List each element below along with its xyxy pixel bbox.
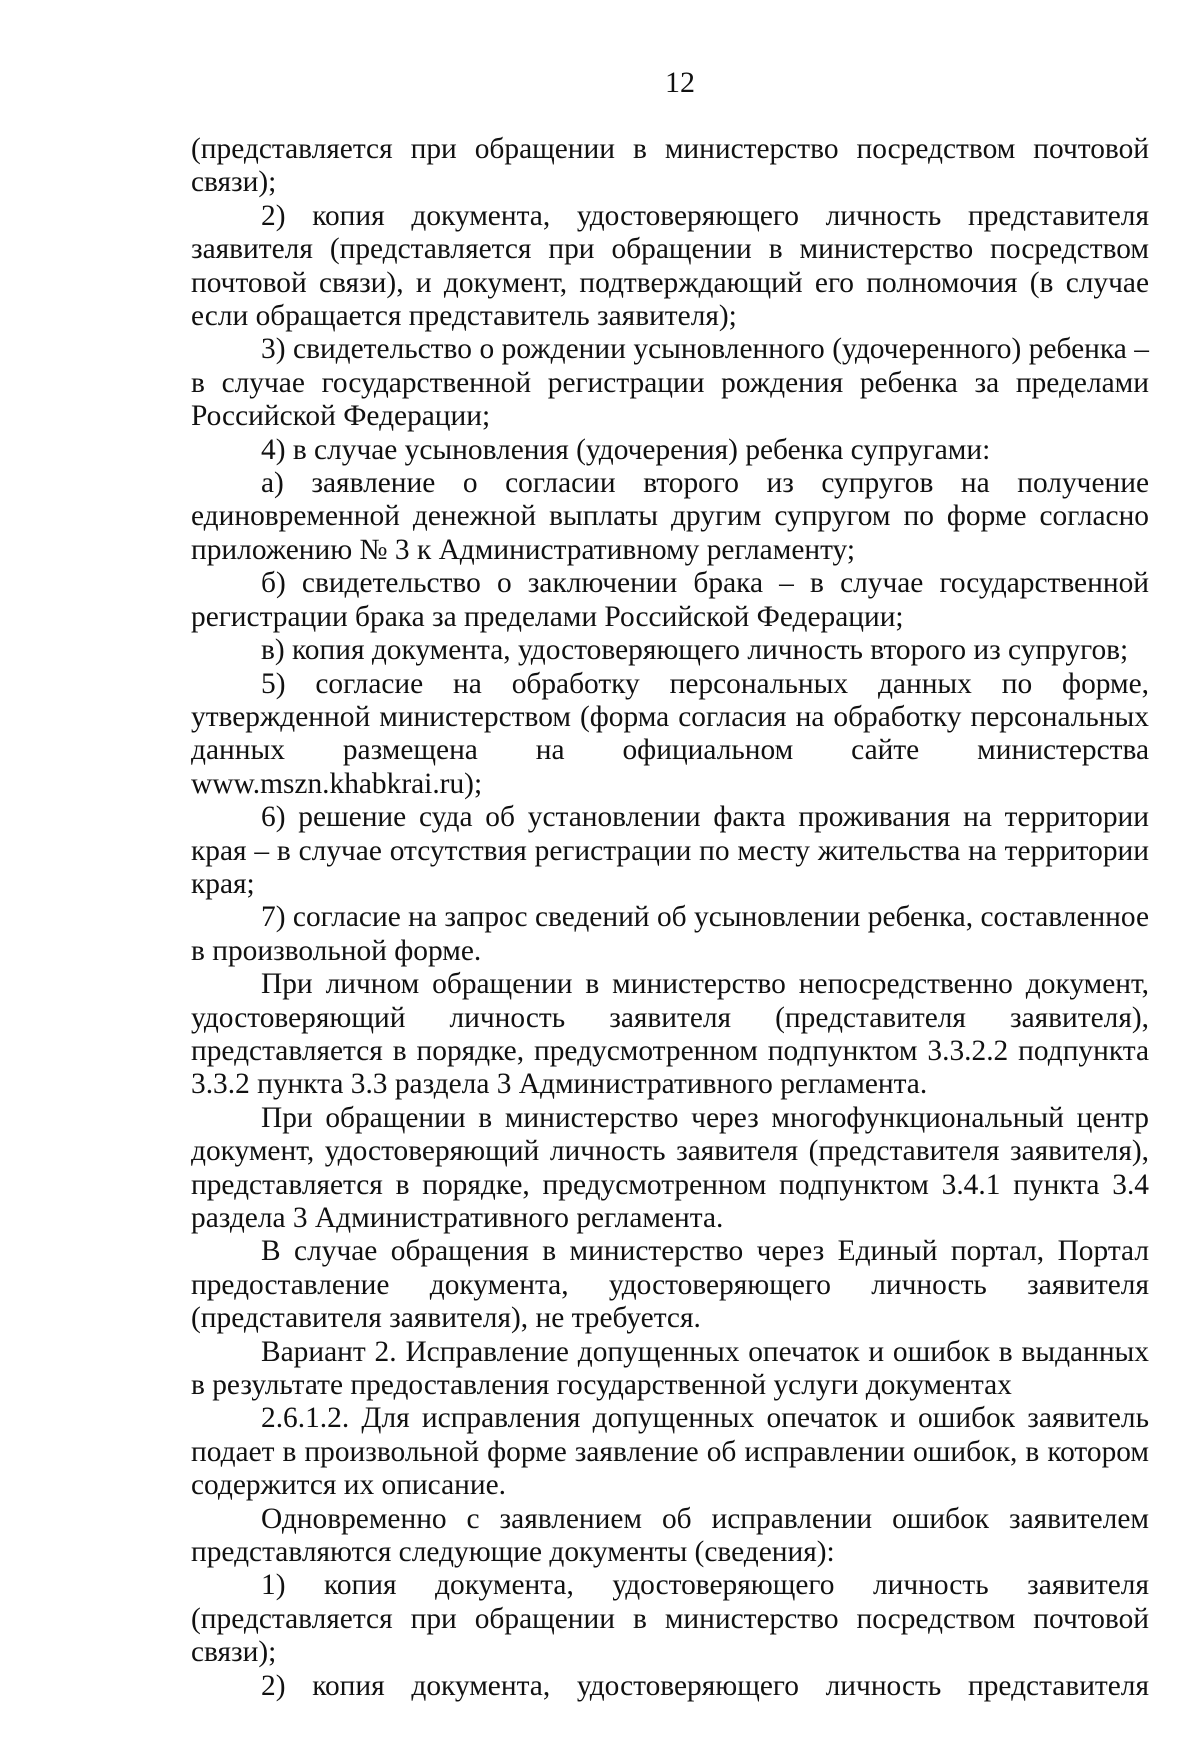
paragraph: 7) согласие на запрос сведений об усыновлении ребенка, составленное в произвольной форме. [191, 901, 1149, 967]
paragraph: В случае обращения в министерство через Единый портал, Портал предоставление документа, удостоверяющего личность заявителя (представителя заявителя), не требуется. [191, 1235, 1149, 1335]
paragraph: а) заявление о согласии второго из супругов на получение единовременной денежной выплаты другим супругом по форме согласно приложению № 3 к Административному регламенту; [191, 467, 1149, 566]
paragraph: 5) согласие на обработку персональных данных по форме, утвержденной министерством (форма согласия на обработку персональных данных размещена на официальном сайте министерства www.mszn.khabkrai.ru); [191, 667, 1149, 800]
paragraph: в) копия документа, удостоверяющего личность второго из супругов; [261, 634, 1129, 667]
paragraph: При обращении в министерство через многофункциональный центр документ, удостоверяющий личность заявителя (представителя заявителя), представляется в порядке, предусмотренном подпунктом 3.4.1 пункта 3.4 раздела 3 Административного регламента. [191, 1101, 1149, 1234]
paragraph: 6) решение суда об установлении факта проживания на территории края – в случае отсутствия регистрации по месту жительства на территории края; [191, 801, 1149, 900]
paragraph: При личном обращении в министерство непосредственно документ, удостоверяющий личность заявителя (представителя заявителя), представляется в порядке, предусмотренном подпунктом 3.3.2.2 подпункта 3.3.2 пункта 3.3 раздела 3 Административного регламента. [191, 968, 1149, 1101]
paragraph: 1) копия документа, удостоверяющего личность заявителя (представляется при обращении в министерство посредством почтовой связи); [191, 1569, 1149, 1669]
paragraph: 2) копия документа, удостоверяющего личность представителя заявителя (представляется при обращении в министерство посредством почтовой связи), и документ, подтверждающий его полномочия (в случае если обращается представитель заявителя); [191, 199, 1149, 333]
page-number: 12 [665, 66, 695, 99]
paragraph: 2.6.1.2. Для исправления допущенных опечаток и ошибок заявитель подает в произвольной форме заявление об исправлении ошибок, в котором содержится их описание. [191, 1402, 1149, 1502]
paragraph: 3) свидетельство о рождении усыновленного (удочеренного) ребенка – в случае государственной регистрации рождения ребенка за пределами Российской Федерации; [191, 333, 1149, 433]
paragraph: Одновременно с заявлением об исправлении ошибок заявителем представляются следующие документы (сведения): [191, 1502, 1149, 1569]
paragraph: б) свидетельство о заключении брака – в случае государственной регистрации брака за пределами Российской Федерации; [191, 567, 1149, 633]
paragraph: 2) копия документа, удостоверяющего личность представителя [261, 1669, 1149, 1702]
paragraph: 4) в случае усыновления (удочерения) ребенка супругами: [261, 433, 991, 466]
paragraph: (представляется при обращении в министерство посредством почтовой связи); [191, 133, 1149, 199]
paragraph: Вариант 2. Исправление допущенных опечаток и ошибок в выданных в результате предоставления государственной услуги документах [191, 1335, 1149, 1402]
document-body [191, 133, 1149, 1703]
